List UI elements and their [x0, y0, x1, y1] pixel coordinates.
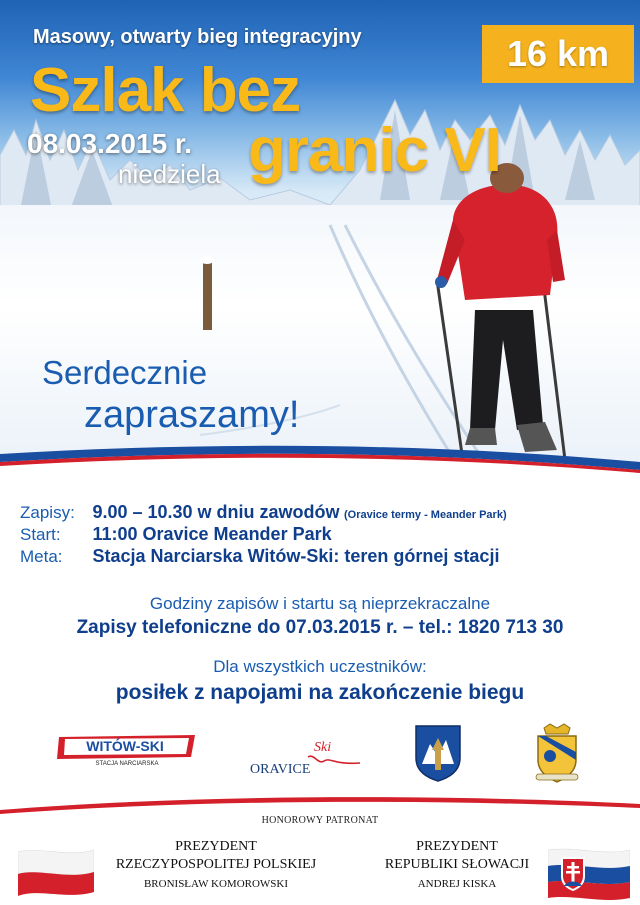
witow-ski-subtitle: STACJA NARCIARSKA [95, 761, 159, 767]
registration-note: (Oravice termy - Meander Park) [343, 509, 507, 521]
deadline-notice: Godziny zapisów i startu są nieprzekraczalne [149, 594, 491, 613]
patron-poland [96, 838, 336, 892]
patron-poland-name: BRONISŁAW KOMOROWSKI [143, 878, 289, 890]
invitation-line1: Serdecznie [42, 354, 208, 391]
poland-flag-icon [18, 846, 94, 898]
patron-poland-title2: RZECZYPOSPOLITEJ POLSKIEJ [115, 857, 317, 872]
meal-notice: posiłek z napojami na zakończenie biegu [115, 681, 525, 704]
finish-label: Meta: [20, 547, 63, 566]
coat-of-arms-icon [414, 724, 462, 782]
witow-ski-logo [55, 733, 200, 767]
slovakia-flag-icon [548, 846, 630, 900]
coat-of-arms-icon [530, 722, 584, 784]
event-title-line1: Szlak bez [30, 56, 301, 125]
patron-poland-title1: PREZYDENT [175, 839, 257, 854]
event-title-line2: granic VI [248, 116, 501, 185]
finish-row [20, 546, 630, 567]
oravice-ski-logo [248, 735, 363, 777]
skier-figure [425, 160, 585, 480]
event-tagline: Masowy, otwarty bieg integracyjny [33, 26, 362, 48]
registration-value: 9.00 – 10.30 w dniu zawodów [92, 502, 340, 522]
participants-notice: Dla wszystkich uczestników: [213, 657, 427, 676]
phone-registration: Zapisy telefoniczne do 07.03.2015 r. – tel.: 1820 713 30 [76, 617, 564, 638]
start-value: 11:00 Oravice Meander Park [92, 524, 332, 544]
patron-slovakia-name: ANDREJ KISKA [417, 878, 497, 890]
patron-slovakia-title2: REPUBLIKI SŁOWACJI [384, 857, 530, 872]
start-row [20, 524, 630, 545]
registration-label: Zapisy: [20, 503, 75, 522]
patron-slovakia [362, 838, 552, 892]
start-label: Start: [20, 525, 61, 544]
oravice-script: Ski [314, 740, 332, 755]
patronage-heading: HONOROWY PATRONAT [261, 815, 379, 826]
distance-badge: 16 km [482, 25, 634, 83]
event-date: 08.03.2015 r. [27, 128, 193, 159]
finish-value: Stacja Narciarska Witów-Ski: teren górnej stacji [92, 546, 500, 566]
patron-slovakia-title1: PREZYDENT [416, 839, 498, 854]
decorative-wave-top [0, 440, 640, 500]
event-weekday: niedziela [118, 159, 221, 189]
oravice-name: ORAVICE [250, 762, 311, 777]
invitation-line2: zapraszamy! [84, 394, 300, 436]
witow-ski-name: WITÓW-SKI [86, 738, 164, 754]
registration-row [20, 502, 630, 523]
